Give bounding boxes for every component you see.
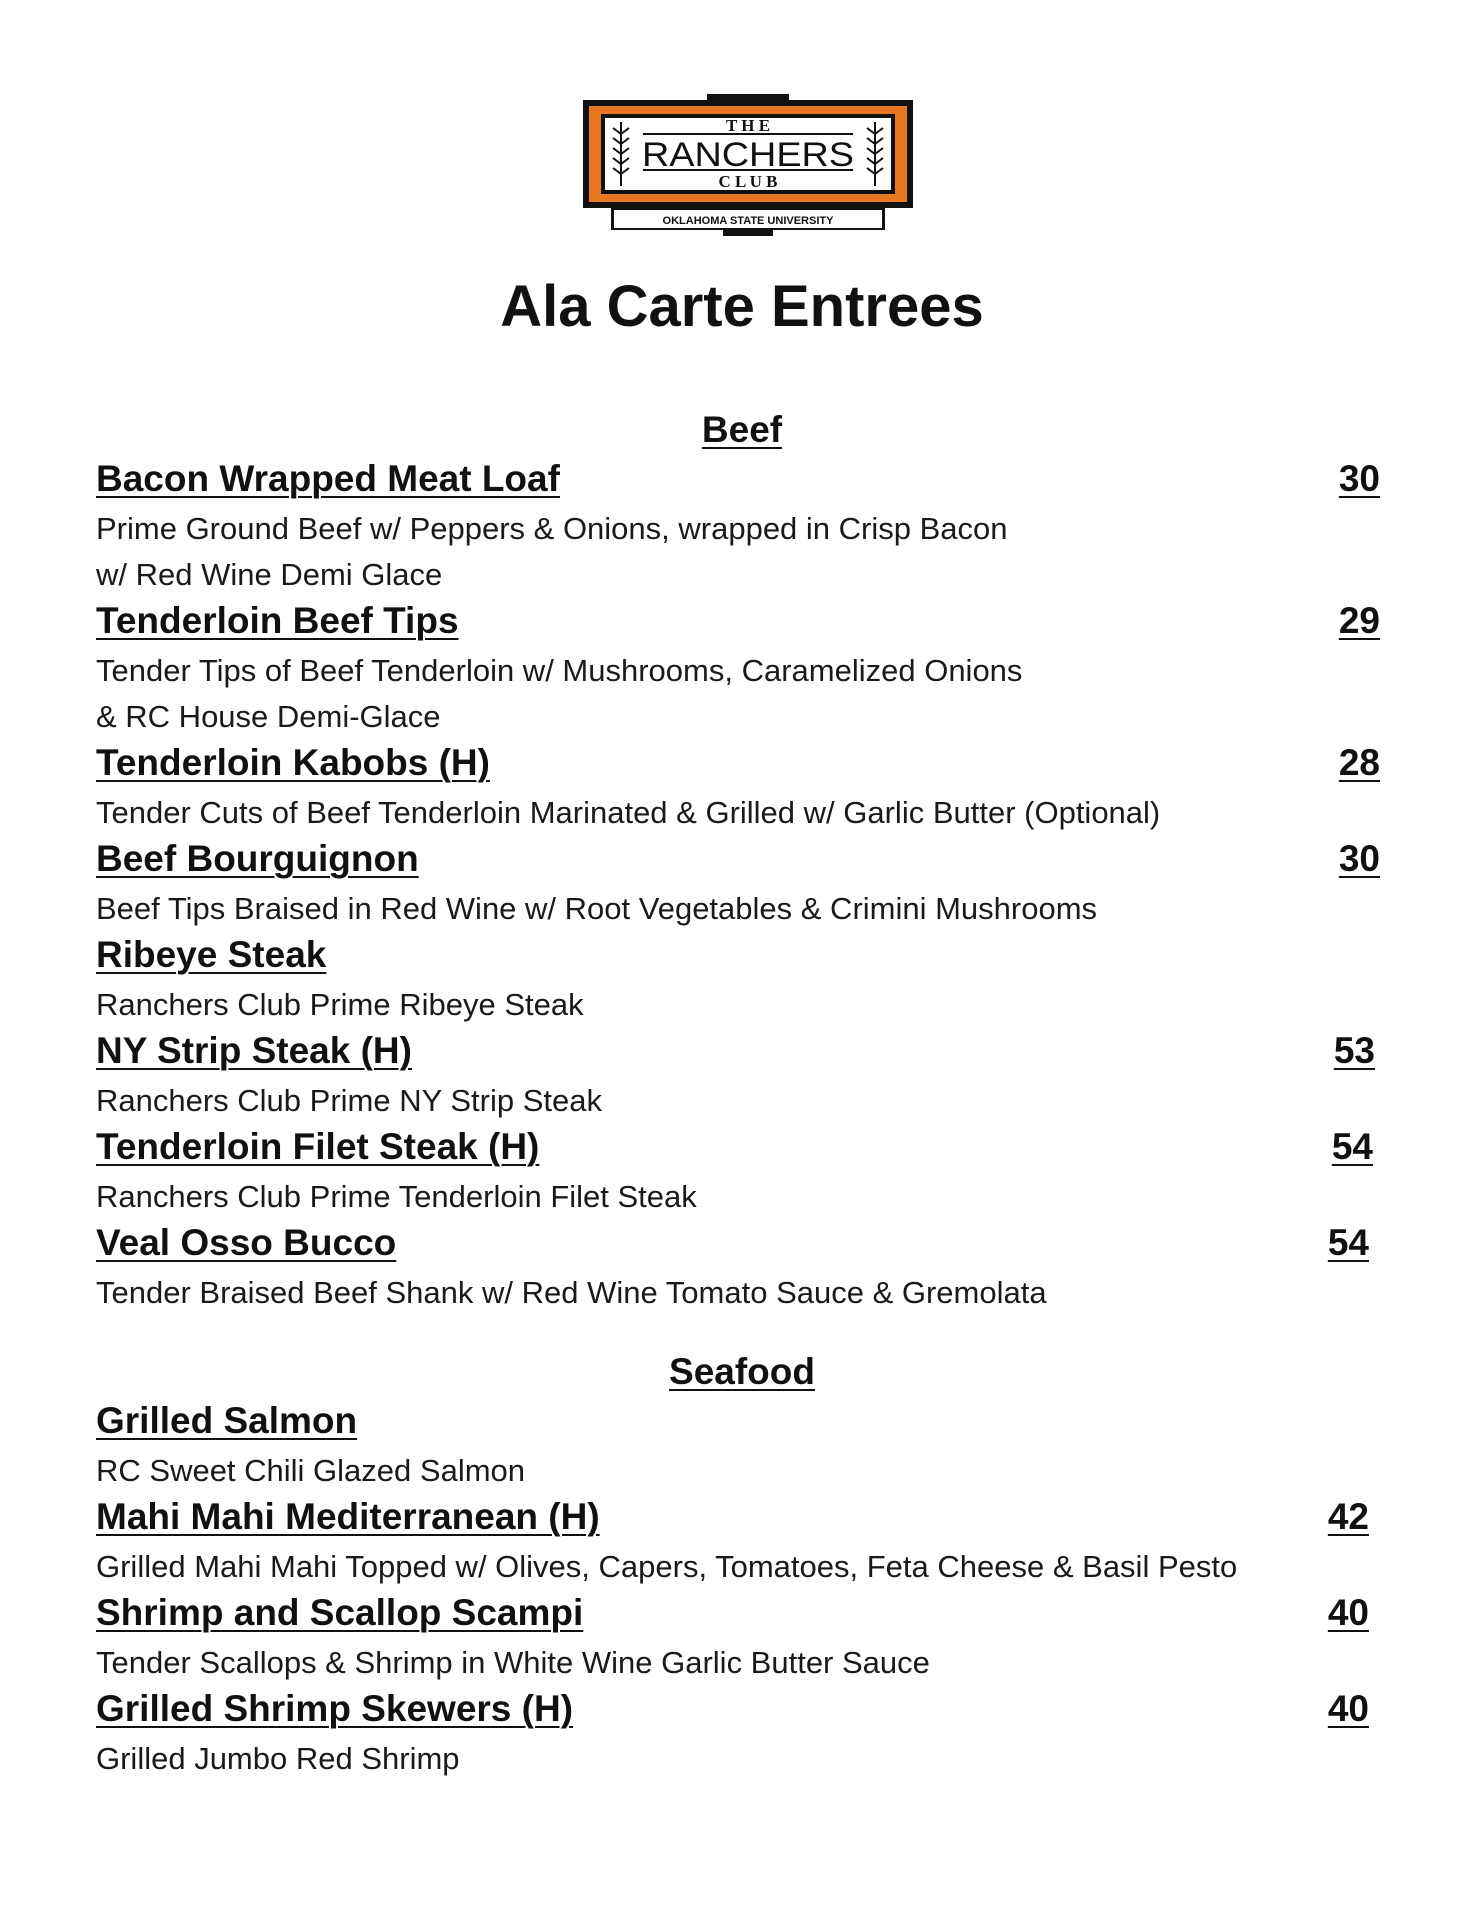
menu-item-price: 42 xyxy=(1327,1496,1369,1537)
menu-item-price: 54 xyxy=(1327,1222,1369,1263)
menu-item-description: Ranchers Club Prime Tenderloin Filet Steak xyxy=(96,1179,697,1214)
menu-item-name: Grilled Salmon xyxy=(96,1400,358,1441)
menu-item-description: Grilled Jumbo Red Shrimp xyxy=(96,1741,460,1776)
menu-item-description: RC Sweet Chili Glazed Salmon xyxy=(96,1453,526,1488)
menu-item-description: & RC House Demi-Glace xyxy=(96,699,441,734)
section-heading-beef: Beef xyxy=(701,409,783,450)
page-title: Ala Carte Entrees xyxy=(500,274,984,339)
menu-item-price: 53 xyxy=(1333,1030,1375,1071)
menu-item-name: Veal Osso Bucco xyxy=(96,1222,397,1263)
menu-item-price: 40 xyxy=(1327,1688,1369,1729)
logo-banner-text: OKLAHOMA STATE UNIVERSITY xyxy=(662,215,834,227)
ranchers-club-logo xyxy=(583,94,913,240)
menu-item-description: Tender Braised Beef Shank w/ Red Wine Tomato Sauce & Gremolata xyxy=(96,1275,1047,1310)
menu-item-name: Mahi Mahi Mediterranean (H) xyxy=(96,1496,600,1537)
menu-item-name: Tenderloin Filet Steak (H) xyxy=(96,1126,540,1167)
menu-item-description: Ranchers Club Prime Ribeye Steak xyxy=(96,987,584,1022)
menu-item-name: Bacon Wrapped Meat Loaf xyxy=(96,458,560,499)
menu-item-price: 40 xyxy=(1327,1592,1369,1633)
menu-item-price: 29 xyxy=(1338,600,1380,641)
menu-item-price: 28 xyxy=(1338,742,1380,783)
menu-item-price: 54 xyxy=(1331,1126,1373,1167)
logo-top-text: T H E xyxy=(725,116,771,135)
menu-item-description: Ranchers Club Prime NY Strip Steak xyxy=(96,1083,602,1118)
menu-item-description: Grilled Mahi Mahi Topped w/ Olives, Capers, Tomatoes, Feta Cheese & Basil Pesto xyxy=(96,1549,1238,1584)
menu-item-description: Tender Cuts of Beef Tenderloin Marinated & Grilled w/ Garlic Butter (Optional) xyxy=(96,795,1161,830)
menu-item-name: Grilled Shrimp Skewers (H) xyxy=(96,1688,574,1729)
menu-item-name: Shrimp and Scallop Scampi xyxy=(96,1592,584,1633)
menu-item-price: 30 xyxy=(1338,838,1380,879)
menu-item-name: Beef Bourguignon xyxy=(96,838,419,879)
menu-item-name: Tenderloin Kabobs (H) xyxy=(96,742,490,783)
section-heading-seafood: Seafood xyxy=(669,1351,815,1392)
menu-item-name: Ribeye Steak xyxy=(96,934,327,975)
logo-bottom-text: C L U B xyxy=(718,172,778,191)
logo-main-text: RANCHERS xyxy=(642,136,854,174)
menu-item-name: NY Strip Steak (H) xyxy=(96,1030,412,1071)
menu-item-name: Tenderloin Beef Tips xyxy=(96,600,459,641)
menu-item-description: Prime Ground Beef w/ Peppers & Onions, wrapped in Crisp Bacon xyxy=(96,511,1008,546)
menu-item-description: w/ Red Wine Demi Glace xyxy=(96,557,443,592)
menu-item-price: 30 xyxy=(1338,458,1380,499)
menu-item-description: Beef Tips Braised in Red Wine w/ Root Vegetables & Crimini Mushrooms xyxy=(96,891,1098,926)
menu-item-description: Tender Scallops & Shrimp in White Wine Garlic Butter Sauce xyxy=(96,1645,930,1680)
menu-item-description: Tender Tips of Beef Tenderloin w/ Mushrooms, Caramelized Onions xyxy=(96,653,1023,688)
